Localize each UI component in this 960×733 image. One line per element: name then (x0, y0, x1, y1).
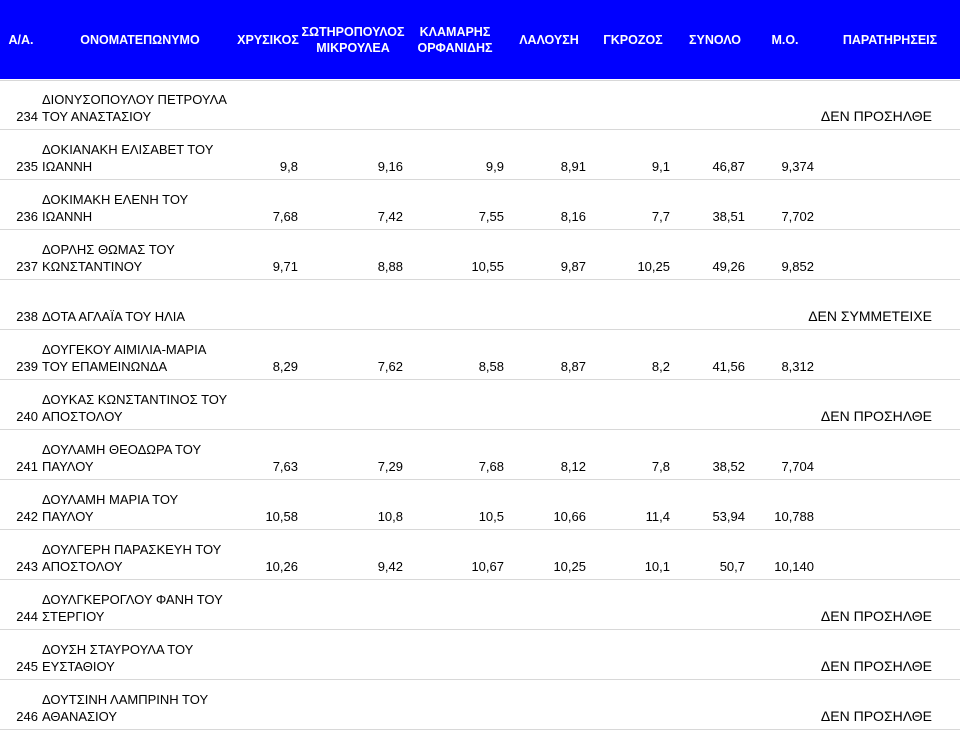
cell-klamaris: 9,9 (485, 159, 504, 174)
cell-remark: ΔΕΝ ΣΥΜΜΕΤΕΙΧΕ (808, 308, 932, 324)
cell-aa: 243 (16, 559, 38, 574)
cell-sotiropoulos: 9,16 (377, 159, 403, 174)
table-row (0, 430, 960, 480)
cell-chrysikos: 10,58 (265, 509, 298, 524)
cell-gkrozos: 10,1 (644, 559, 670, 574)
cell-mo: 9,374 (781, 159, 814, 174)
table-row (0, 630, 960, 680)
cell-sotiropoulos: 10,8 (377, 509, 403, 524)
header-aa: Α/Α. (8, 32, 34, 47)
cell-klamaris: 7,68 (478, 459, 504, 474)
cell-chrysikos: 8,29 (272, 359, 298, 374)
cell-mo: 10,140 (774, 559, 814, 574)
cell-remark: ΔΕΝ ΠΡΟΣΗΛΘΕ (820, 608, 932, 624)
cell-mo: 8,312 (781, 359, 814, 374)
cell-gkrozos: 11,4 (645, 509, 670, 524)
cell-remark: ΔΕΝ ΠΡΟΣΗΛΘΕ (820, 408, 932, 424)
cell-aa: 235 (16, 159, 38, 174)
cell-aa: 236 (16, 209, 38, 224)
cell-chrysikos: 7,68 (272, 209, 298, 224)
cell-name: ΔΟΥΤΣΙΝΗ ΛΑΜΠΡΙΝΗ ΤΟΥ ΑΘΑΝΑΣΙΟΥ (42, 692, 209, 724)
cell-aa: 240 (16, 409, 38, 424)
table-row (0, 530, 960, 580)
cell-gkrozos: 8,2 (651, 359, 670, 374)
table-header (0, 0, 960, 79)
cell-lalousi: 8,12 (560, 459, 586, 474)
cell-synolo: 53,94 (712, 509, 745, 524)
header-klamaris: ΚΛΑΜΑΡΗΣ ΟΡΦΑΝΙΔΗΣ (417, 24, 493, 55)
cell-sotiropoulos: 7,42 (377, 209, 403, 224)
table-row (0, 480, 960, 530)
cell-chrysikos: 7,63 (272, 459, 298, 474)
table-row (0, 230, 960, 280)
table-row (0, 180, 960, 230)
table-row (0, 80, 960, 130)
cell-lalousi: 10,25 (553, 559, 586, 574)
cell-lalousi: 10,66 (553, 509, 586, 524)
cell-klamaris: 7,55 (478, 209, 504, 224)
cell-lalousi: 8,87 (560, 359, 586, 374)
cell-sotiropoulos: 9,42 (377, 559, 403, 574)
cell-sotiropoulos: 7,62 (377, 359, 403, 374)
cell-name: ΔΟΤΑ ΑΓΛΑΪΑ ΤΟΥ ΗΛΙΑ (42, 309, 186, 324)
cell-name: ΔΟΥΛΓΚΕΡΟΓΛΟΥ ΦΑΝΗ ΤΟΥ ΣΤΕΡΓΙΟΥ (42, 592, 223, 624)
cell-klamaris: 10,67 (471, 559, 504, 574)
cell-chrysikos: 9,8 (279, 159, 298, 174)
header-lalousi: ΛΑΛΟΥΣΗ (519, 32, 579, 47)
cell-gkrozos: 7,7 (651, 209, 670, 224)
table-row (0, 580, 960, 630)
cell-klamaris: 10,5 (478, 509, 504, 524)
cell-synolo: 41,56 (712, 359, 745, 374)
cell-name: ΔΟΥΣΗ ΣΤΑΥΡΟΥΛΑ ΤΟΥ ΕΥΣΤΑΘΙΟΥ (42, 642, 194, 674)
table-row (0, 680, 960, 730)
cell-gkrozos: 10,25 (637, 259, 670, 274)
cell-lalousi: 8,16 (560, 209, 586, 224)
cell-aa: 238 (16, 309, 38, 324)
cell-name: ΔΟΡΛΗΣ ΘΩΜΑΣ ΤΟΥ ΚΩΝΣΤΑΝΤΙΝΟΥ (42, 242, 175, 274)
cell-mo: 9,852 (781, 259, 814, 274)
cell-name: ΔΟΥΚΑΣ ΚΩΝΣΤΑΝΤΙΝΟΣ ΤΟΥ ΑΠΟΣΤΟΛΟΥ (42, 392, 228, 424)
cell-aa: 244 (16, 609, 38, 624)
header-remarks: ΠΑΡΑΤΗΡΗΣΕΙΣ (842, 32, 938, 47)
cell-remark: ΔΕΝ ΠΡΟΣΗΛΘΕ (820, 708, 932, 724)
cell-name: ΔΟΥΛΓΕΡΗ ΠΑΡΑΣΚΕΥΗ ΤΟΥ ΑΠΟΣΤΟΛΟΥ (42, 542, 222, 574)
header-gkrozos: ΓΚΡΟΖΟΣ (603, 32, 663, 47)
cell-aa: 246 (16, 709, 38, 724)
cell-name: ΔΟΚΙΜΑΚΗ ΕΛΕΝΗ ΤΟΥ ΙΩΑΝΝΗ (42, 192, 189, 224)
cell-klamaris: 10,55 (471, 259, 504, 274)
table-row (0, 330, 960, 380)
cell-mo: 10,788 (774, 509, 814, 524)
cell-aa: 239 (16, 359, 38, 374)
cell-klamaris: 8,58 (478, 359, 504, 374)
cell-sotiropoulos: 8,88 (377, 259, 403, 274)
cell-name: ΔΟΥΛΑΜΗ ΘΕΟΔΩΡΑ ΤΟΥ ΠΑΥΛΟΥ (42, 442, 202, 474)
header-name: ΟΝΟΜΑΤΕΠΩΝΥΜΟ (80, 32, 200, 47)
table-row (0, 130, 960, 180)
cell-synolo: 49,26 (712, 259, 745, 274)
table-row (0, 280, 960, 330)
cell-mo: 7,702 (781, 209, 814, 224)
cell-mo: 7,704 (781, 459, 814, 474)
header-synolo: ΣΥΝΟΛΟ (689, 32, 741, 47)
cell-name: ΔΟΥΛΑΜΗ ΜΑΡΙΑ ΤΟΥ ΠΑΥΛΟΥ (42, 492, 179, 524)
cell-synolo: 38,52 (712, 459, 745, 474)
cell-name: ΔΙΟΝΥΣΟΠΟΥΛΟΥ ΠΕΤΡΟΥΛΑ ΤΟΥ ΑΝΑΣΤΑΣΙΟΥ (42, 92, 227, 124)
header-chrysikos: ΧΡΥΣΙΚΟΣ (237, 32, 299, 47)
cell-synolo: 38,51 (712, 209, 745, 224)
header-mo: Μ.Ο. (771, 32, 799, 47)
header-sotiropoulos: ΣΩΤΗΡΟΠΟΥΛΟΣ ΜΙΚΡΟΥΛΕΑ (301, 24, 405, 55)
cell-gkrozos: 7,8 (651, 459, 670, 474)
cell-aa: 234 (16, 109, 38, 124)
cell-aa: 245 (16, 659, 38, 674)
cell-sotiropoulos: 7,29 (377, 459, 403, 474)
cell-remark: ΔΕΝ ΠΡΟΣΗΛΘΕ (820, 658, 932, 674)
cell-lalousi: 8,91 (560, 159, 586, 174)
table-row (0, 380, 960, 430)
cell-name: ΔΟΥΓΕΚΟΥ ΑΙΜΙΛΙΑ-ΜΑΡΙΑ ΤΟΥ ΕΠΑΜΕΙΝΩΝΔΑ (42, 342, 207, 374)
cell-synolo: 46,87 (712, 159, 745, 174)
cell-synolo: 50,7 (719, 559, 745, 574)
cell-gkrozos: 9,1 (651, 159, 670, 174)
cell-chrysikos: 9,71 (272, 259, 298, 274)
cell-chrysikos: 10,26 (265, 559, 298, 574)
cell-aa: 241 (16, 459, 38, 474)
cell-aa: 237 (16, 259, 38, 274)
cell-aa: 242 (16, 509, 38, 524)
cell-name: ΔΟΚΙΑΝΑΚΗ ΕΛΙΣΑΒΕΤ ΤΟΥ ΙΩΑΝΝΗ (42, 142, 214, 174)
cell-lalousi: 9,87 (560, 259, 586, 274)
cell-remark: ΔΕΝ ΠΡΟΣΗΛΘΕ (820, 108, 932, 124)
